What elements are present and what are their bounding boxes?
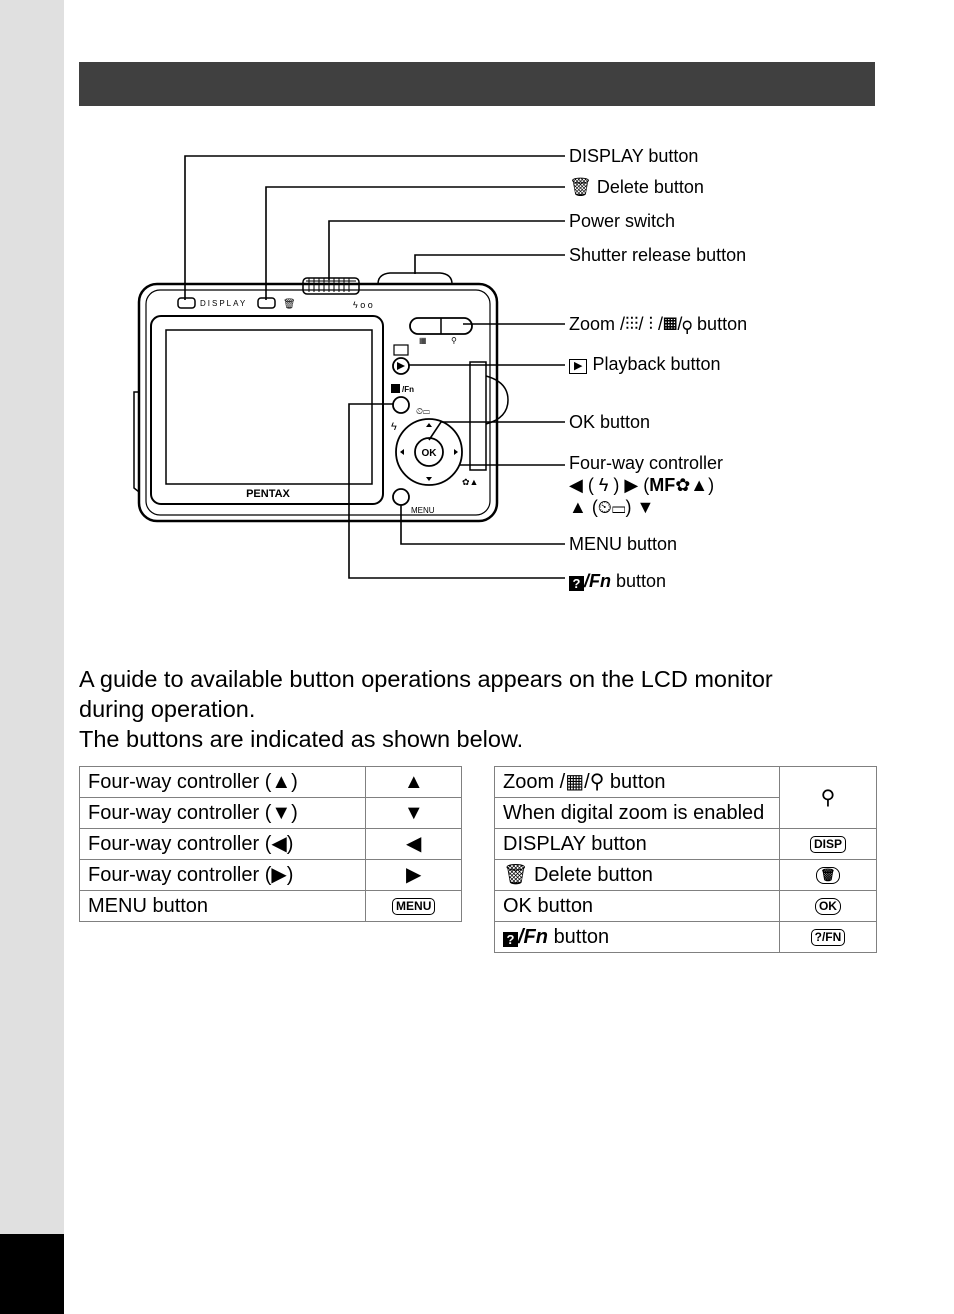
zoom-label-suffix: button xyxy=(609,771,666,793)
camera-indicator-icons: ϟ o o xyxy=(353,300,373,310)
up-arrow-icon: ▲ xyxy=(366,767,462,798)
help-icon: ? xyxy=(503,932,518,947)
camera-diagram xyxy=(0,0,954,640)
camera-zoom-mag-icon: ⚲ xyxy=(451,336,457,345)
help-fn-badge-icon: ?/FN xyxy=(811,929,846,946)
help-icon: ? xyxy=(569,576,584,591)
camera-ok-label: OK xyxy=(421,448,437,459)
row-label: Four-way controller (◀) xyxy=(80,829,366,860)
button-guide-table-right xyxy=(494,766,877,953)
intro-line-1: A guide to available button operations appears on the LCD monitor xyxy=(79,666,773,692)
callout-help-suffix: button xyxy=(616,571,667,591)
camera-zoom-wide-icon: ▦ xyxy=(419,336,427,345)
callout-playback xyxy=(569,353,721,375)
row-label: OK button xyxy=(495,891,780,922)
row-sublabel: When digital zoom is enabled xyxy=(495,798,780,829)
callout-help-fn: /Fn xyxy=(584,571,611,591)
table-row xyxy=(80,798,462,829)
callout-power: Power switch xyxy=(569,211,676,231)
callout-help xyxy=(569,570,666,592)
table-row xyxy=(495,860,877,891)
zoom-icons: ▦/⚲ xyxy=(565,771,610,793)
camera-playback-icon xyxy=(397,362,405,370)
row-label: Four-way controller (▶) xyxy=(80,860,366,891)
callout-ok: OK button xyxy=(569,412,651,432)
camera-help-label: /Fn xyxy=(402,385,414,394)
page-tab-marker xyxy=(0,1234,64,1314)
callout-menu: MENU button xyxy=(569,534,678,554)
table-row xyxy=(80,891,462,922)
row-label: DISPLAY button xyxy=(495,829,780,860)
row-label: MENU button xyxy=(80,891,366,922)
camera-trash-icon: 🗑 xyxy=(283,299,296,310)
camera-macro-icon: ✿▲ xyxy=(462,477,479,487)
callout-zoom-suffix: button xyxy=(697,314,748,334)
disp-badge-icon: DISP xyxy=(810,836,846,853)
fourway-directions-line1: ◀ ( ϟ ) ▶ (MF✿▲) xyxy=(569,475,715,495)
magnifier-icon: ⚲ xyxy=(779,767,876,829)
delete-label-text: Delete button xyxy=(533,864,653,886)
intro-line-3: The buttons are indicated as shown below. xyxy=(79,726,524,752)
camera-body xyxy=(134,273,508,521)
help-fn-label: /Fn xyxy=(518,926,548,948)
down-arrow-icon: ▼ xyxy=(366,798,462,829)
table-row xyxy=(495,829,877,860)
callout-display: DISPLAY button xyxy=(569,146,699,166)
callout-shutter: Shutter release button xyxy=(569,245,747,265)
trash-badge-icon: 🗑 xyxy=(816,867,839,884)
left-arrow-icon: ◀ xyxy=(366,829,462,860)
row-label xyxy=(495,767,780,798)
fourway-directions-line2: ▲ (⏲▭) ▼ xyxy=(569,497,655,517)
camera-timer-icon: ⏲▭ xyxy=(416,406,430,416)
table-row xyxy=(80,767,462,798)
playback-icon: ▶ xyxy=(569,359,587,374)
zoom-icons: ⫶⫶⫶/ ⫶ /▦/⚲ xyxy=(625,314,698,334)
menu-badge-icon: MENU xyxy=(392,898,435,915)
camera-help-icon xyxy=(391,384,400,393)
row-label xyxy=(495,860,780,891)
zoom-label-prefix: Zoom / xyxy=(503,771,566,793)
table-row xyxy=(495,767,877,798)
table-row xyxy=(80,860,462,891)
callout-delete-text: Delete button xyxy=(596,177,704,197)
ok-badge-icon: OK xyxy=(815,898,841,915)
table-row xyxy=(80,829,462,860)
table-row xyxy=(495,891,877,922)
button-guide-table-left xyxy=(79,766,462,922)
row-label xyxy=(495,922,780,953)
help-suffix-label: button xyxy=(553,926,610,948)
callout-delete xyxy=(569,176,704,198)
camera-display-label: DISPLAY xyxy=(200,299,248,308)
callout-zoom-prefix: Zoom / xyxy=(569,314,626,334)
camera-menu-label: MENU xyxy=(411,506,435,515)
intro-line-2: during operation. xyxy=(79,696,256,722)
trash-icon: 🗑 xyxy=(569,177,597,197)
callout-playback-text: Playback button xyxy=(592,354,721,374)
camera-flash-icon: ϟ xyxy=(391,421,397,433)
right-arrow-icon: ▶ xyxy=(366,860,462,891)
row-label: Four-way controller (▼) xyxy=(80,798,366,829)
callout-zoom xyxy=(569,313,747,335)
callout-fourway: Four-way controller xyxy=(569,453,724,473)
trash-icon: 🗑 xyxy=(503,864,534,886)
row-label: Four-way controller (▲) xyxy=(80,767,366,798)
table-row xyxy=(495,922,877,953)
camera-brand-logo: PENTAX xyxy=(246,488,290,500)
